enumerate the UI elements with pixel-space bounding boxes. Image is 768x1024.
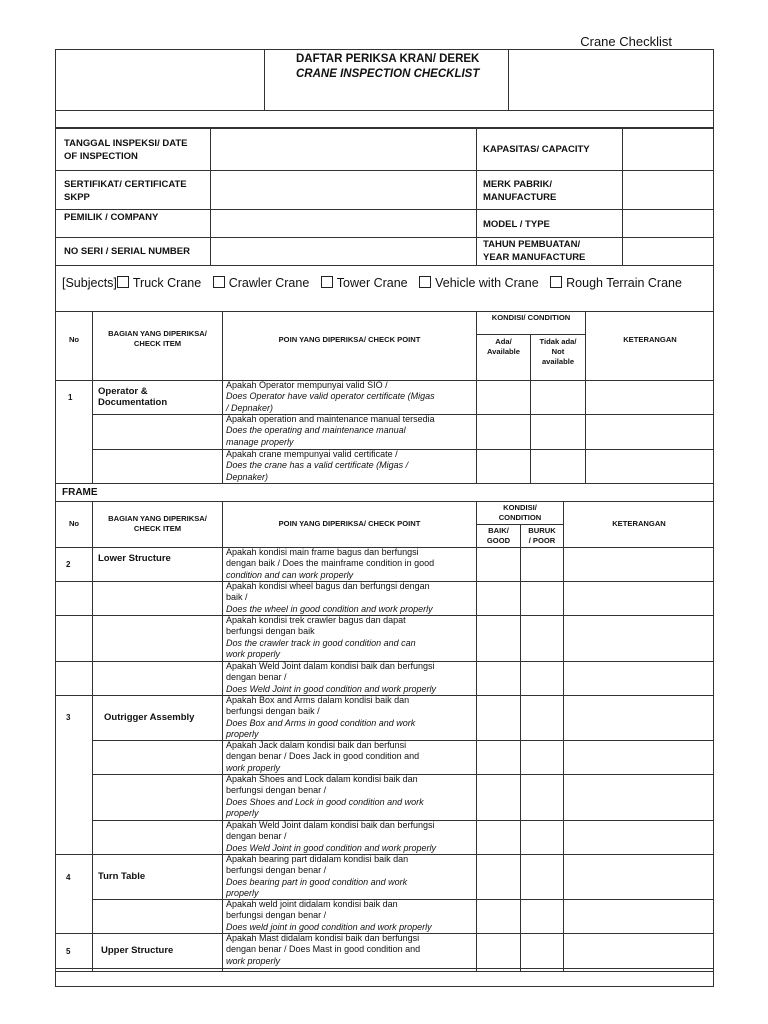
company-field[interactable] — [212, 211, 474, 235]
title-spacer-row — [55, 110, 714, 128]
subjects-row — [62, 276, 690, 290]
bottom-empty-row — [55, 971, 714, 987]
t2-check-point-11: Apakah Mast didalam kondisi baik dan berfungsi dengan benar / Does Mast in good condition and work properly — [226, 933, 421, 966]
year-label: TAHUN PEMBUATAN/ YEAR MANUFACTURE — [483, 239, 586, 263]
capacity-label: KAPASITAS/ CAPACITY — [483, 144, 590, 155]
section-frame-title: FRAME — [62, 487, 98, 498]
t1-header-condition: KONDISI/ CONDITION — [491, 313, 571, 322]
title-english: CRANE INSPECTION CHECKLIST — [296, 68, 480, 80]
serial-label: NO SERI / SERIAL NUMBER — [64, 246, 190, 257]
t2-check-point-1: Apakah kondisi main frame bagus dan berfungsi dengan baik / Does the mainframe condition in good condition and can work properly — [226, 547, 435, 580]
t1-header-point: POIN YANG DIPERIKSA/ CHECK POINT — [278, 335, 421, 344]
company-label: PEMILIK / COMPANY — [64, 212, 159, 223]
vehicle-with-crane-checkbox[interactable] — [419, 276, 431, 288]
model-label: MODEL / TYPE — [483, 219, 550, 230]
rough-terrain-crane-checkbox[interactable] — [550, 276, 562, 288]
manufacture-label: MERK PABRIK/ MANUFACTURE — [483, 179, 557, 203]
t2-header-poor: BURUK / POOR — [528, 526, 556, 545]
t2-check-point-4: Apakah Weld Joint dalam kondisi baik dan berfungsi dengan benar / Does Weld Joint in good condition and work properly — [226, 661, 436, 694]
year-field[interactable] — [624, 239, 712, 264]
t1-header-item: BAGIAN YANG DIPERIKSA/ CHECK ITEM — [108, 329, 207, 348]
t2-header-item: BAGIAN YANG DIPERIKSA/ CHECK ITEM — [108, 514, 207, 533]
truck-crane-checkbox[interactable] — [117, 276, 129, 288]
t2-check-point-6: Apakah Jack dalam kondisi baik dan berfunsi dengan benar / Does Jack in good condition and work properly — [226, 740, 420, 773]
t1-header-no: No — [68, 335, 80, 344]
date-field[interactable] — [212, 130, 474, 168]
t2-header-no: No — [68, 519, 80, 528]
subject-crawler-crane: Crawler Crane — [228, 276, 310, 290]
t1-header-available: Ada/ Available — [486, 337, 521, 356]
t2-header-remarks: KETERANGAN — [612, 519, 666, 528]
title-indonesian: DAFTAR PERIKSA KRAN/ DEREK — [296, 53, 480, 65]
subject-truck-crane: Truck Crane — [132, 276, 202, 290]
group-lower-structure: Lower Structure — [98, 553, 171, 564]
t2-check-point-10: Apakah weld joint didalam kondisi baik dan berfungsi dengan benar / Does weld joint in good condition and work properly — [226, 899, 432, 932]
t2-check-point-2: Apakah kondisi wheel bagus dan berfungsi dengan baik / Does the wheel in good condition and work properly — [226, 581, 433, 614]
group-upper-structure: Upper Structure — [101, 945, 174, 956]
group-turn-table: Turn Table — [98, 871, 146, 882]
t1-row-number: 1 — [68, 393, 73, 402]
t2-header-point: POIN YANG DIPERIKSA/ CHECK POINT — [278, 519, 421, 528]
document-label: Crane Checklist — [580, 34, 672, 49]
t2-check-point-9: Apakah bearing part didalam kondisi baik dan berfungsi dengan benar / Does bearing part in good condition and work properly — [226, 854, 409, 899]
group-number-3: 3 — [66, 713, 71, 722]
model-field[interactable] — [624, 211, 712, 235]
t2-check-point-8: Apakah Weld Joint dalam kondisi baik dan berfungsi dengan benar / Does Weld Joint in good condition and work properly — [226, 820, 436, 853]
group-number-2: 2 — [66, 560, 71, 569]
tower-crane-checkbox[interactable] — [321, 276, 333, 288]
t2-header-condition: KONDISI/ CONDITION — [498, 503, 542, 522]
subjects-prefix: [Subjects] — [62, 276, 117, 290]
subject-rough-terrain-crane: Rough Terrain Crane — [566, 276, 682, 290]
t1-header-remarks: KETERANGAN — [623, 335, 677, 344]
serial-field[interactable] — [212, 239, 474, 264]
t1-check-point-1: Apakah Operator mempunyai valid SIO / Does Operator have valid operator certificate (Migas / Depnaker) — [226, 380, 435, 413]
subject-vehicle-with-crane: Vehicle with Crane — [435, 276, 539, 290]
date-label: TANGGAL INSPEKSI/ DATE OF INSPECTION — [64, 138, 188, 162]
subject-tower-crane: Tower Crane — [336, 276, 408, 290]
group-outrigger-assembly: Outrigger Assembly — [104, 712, 195, 723]
frame-section-row — [55, 483, 714, 502]
t1-check-point-3: Apakah crane mempunyai valid certificate / Does the crane has a valid certificate (Migas / Depnaker) — [226, 449, 409, 482]
t1-check-point-2: Apakah operation and maintenance manual tersedia Does the operating and maintenance manual manage properly — [226, 414, 435, 447]
t2-check-point-5: Apakah Box and Arms dalam kondisi baik dan berfungsi dengan baik / Does Box and Arms in good condition and work properly — [226, 695, 416, 740]
group-number-4: 4 — [66, 873, 71, 882]
crawler-crane-checkbox[interactable] — [213, 276, 225, 288]
certificate-label: SERTIFIKAT/ CERTIFICATE SKPP — [64, 179, 187, 203]
capacity-field[interactable] — [624, 130, 712, 168]
group-number-5: 5 — [66, 947, 71, 956]
t1-header-not-available: Tidak ada/ Not available — [539, 337, 577, 366]
t2-check-point-3: Apakah kondisi trek crawler bagus dan dapat berfungsi dengan baik Dos the crawler track in good condition and can work properly — [226, 615, 416, 660]
t2-header-good: BAIK/ GOOD — [486, 526, 511, 545]
t2-check-point-7: Apakah Shoes and Lock dalam kondisi baik dan berfungsi dengan benar / Does Shoes and Lock in good condition and work properly — [226, 774, 424, 819]
t1-row-item: Operator & Documentation — [98, 386, 168, 408]
manufacture-field[interactable] — [624, 172, 712, 207]
certificate-field[interactable] — [212, 172, 474, 207]
